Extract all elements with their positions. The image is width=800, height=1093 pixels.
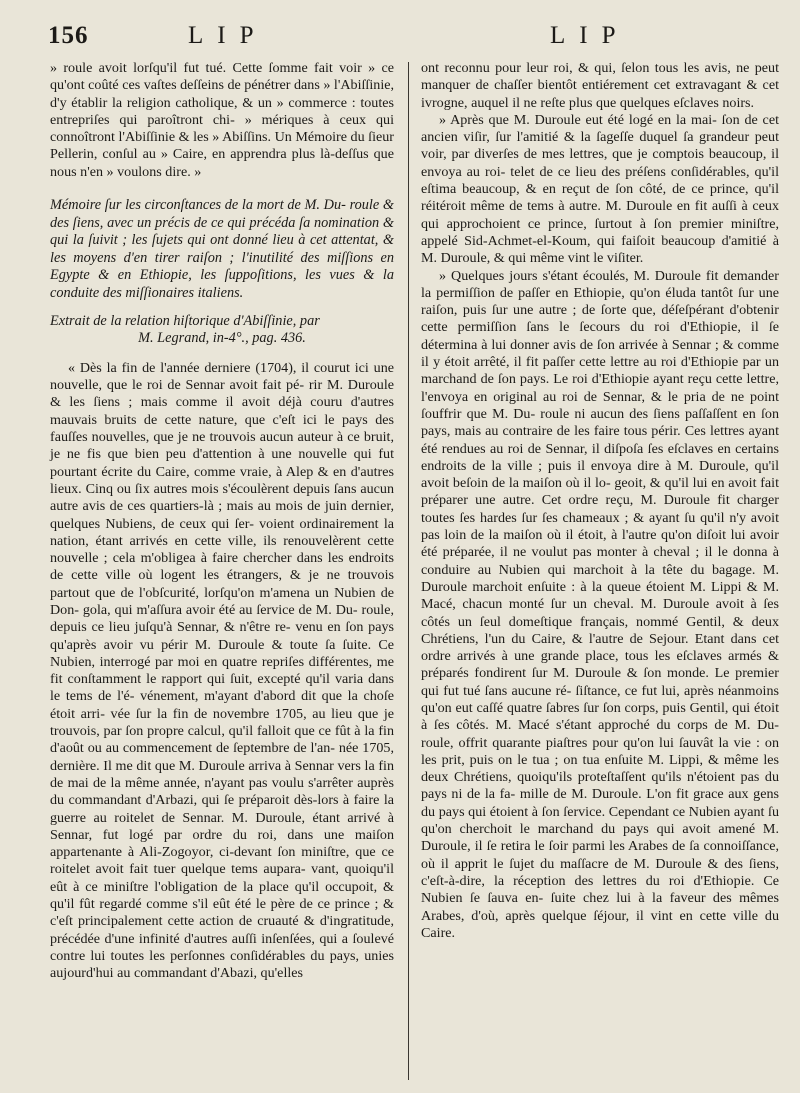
running-head-left: LIP [188, 22, 268, 49]
right-paragraph-1: ont reconnu pour leur roi, & qui, ſelon tous les avis, ne peut manquer de chaſſer bientôt entiérement cet extravagant & cet ivrogne, auquel il ne reſte plus que quelques eſclaves noirs. [421, 60, 779, 111]
right-column [421, 60, 779, 942]
page-header [48, 22, 770, 56]
left-column [50, 60, 394, 983]
running-head-right: LIP [550, 22, 630, 49]
page-number: 156 [48, 22, 89, 49]
extrait-heading-line2: M. Legrand, in-4°., pag. 436. [138, 330, 306, 347]
memoire-heading: Mémoire ſur les circonſtances de la mort de M. Du- roule & des ſiens, avec un précis de ce qui précéda ſa nomination & qui la ſuivit ; les ſujets qui ont donné lieu à cet attentat, & les moyens d'en tirer raiſon ; l'inutilité des miſſions en Egypte & en Ethiopie, les ſuppoſitions, les vues & la conduite des miſſionaires italiens. [50, 197, 394, 302]
column-divider [408, 62, 409, 1080]
body-paragraph: « Dès la fin de l'année derniere (1704), il courut ici une nouvelle, que le roi de Sennar avoit fait pé- rir M. Duroule & les ſiens ; mais comme il avoit déjà couru d'autres mauvais bruits de cette nature, que c'eſt ici le pays des fauſſes nouvelles, que je ne trouvois aucun auteur à ce bruit, je ne fis que bien peu d'attention à une nouvelle qui fut pourtant écrite du Caire, comme vraie, à Alep & en d'autres lieux. Cinq ou ſix autres mois s'écoulèrent depuis ſans aucun autre avis de ces quartiers-là ; mais au mois de juin dernier, quelques Nubiens, de ceux qui ſer- voient ordinairement la nation, étant arrivés en cette ville, ils renouvelèrent cette nouvelle ; cela m'obligea à faire chercher dans les endroits de cette ville où logent les étrangers, & je ne trouvois partout que de l'obſcurité, lorſqu'on m'amena un Nubien de Don- gola, qui m'aſſura avoir été au ſervice de M. Du- roule, depuis ce lieu juſqu'à Sennar, & n'être re- venu en ſon pays qu'après avoir vu périr M. Duroule & toute ſa ſuite. Ce Nubien, interrogé par moi en quatre repriſes différentes, me fit conſtamment le rapport qui ſuit, excepté qu'il varia dans le tems de l'é- vénement, m'ayant d'abord dit que la choſe étoit arri- vée ſur la fin de novembre 1705, au lieu que je trouvois, par ſon propre calcul, qu'il falloit que ce fût à la fin d'août ou au commencement de ſeptembre de l'an- née 1705, dernière. Il me dit que M. Duroule arriva à Sennar vers la fin de mai de la même année, n'ayant pas voulu s'arrêter auprès du commandant d'Arbazi, qui ſe préparoit dès-lors à faire la guerre au roitelet de Sennar. M. Duroule, étant arrivé à Sennar, fut logé par ordre du roi, dans une maiſon appartenante à Ali-Zogoyor, ci-devant ſon miniſtre, que ce roitelet avoit fait tuer quelque tems aupara- vant, quoiqu'il eût à ce miniſtre l'obligation de la place qu'il occupoit, & qu'il fût regardé comme s'il eût été le père de ce prince ; & c'eſt principalement cette action de cruauté & d'ingratitude, précédée d'une infinité d'autres auſſi inſenſées, qui a ſoulevé contre lui toutes les perſonnes conſidérables du pays, unies aujourd'hui au commandant d'Abazi, qu'elles [50, 359, 394, 982]
quote-paragraph: » roule avoit lorſqu'il fut tué. Cette ſomme fait voir » ce qu'ont coûté ces vaſtes deſſeins de pénétrer dans » l'Abiſſinie, d'y établir la religion catholique, & un » commerce : toutes entrepriſes qui paroîtront chi- » mériques à ceux qui connoîtront l'Abiſſinie & les » Abiſſins. Un Mémoire du ſieur Pellerin, conſul au » Caire, en apprendra plus là-deſſus que nous n'en » voulons dire. » [50, 60, 395, 180]
extrait-heading [50, 313, 394, 348]
extrait-heading-line1: Extrait de la relation hiſtorique d'Abiſſinie, par [50, 312, 320, 329]
right-paragraph-2: » Après que M. Duroule eut été logé en la mai- ſon de cet ancien viſir, ſur l'amitié & la ſageſſe duquel ſa grandeur peut voir, par diverſes de mes lettres, que je comptois beaucoup, il envoya au roi- telet de ce lieu des préſens conſidérables, qu'il eſtima beaucoup, & en reçut de ſon côté, de ce prince, qu'il réitéroit même de tems à autre. M. Duroule en fit auſſi à ceux qui approchoient ce prince, ſurtout à ſon premier miniſtre, appelé Sid-Achmet-el-Koum, qui faiſoit beaucoup d'amitié à M. Duroule, & qui même vint le viſiter. [421, 111, 779, 267]
right-paragraph-3: » Quelques jours s'étant écoulés, M. Duroule fit demander la permiſſion de paſſer en Ethiopie, qu'on éluda tantôt ſur une raiſon, puis ſur une autre ; de ſorte que, déſeſpérant d'obtenir cette permiſſion ſans le ſecours du roi d'Ethiopie, il ſe détermina à lui donner avis de ſon arrivée à Sennar ; & comme il y étoit arrêté, il fit paſſer cette lettre au roi d'Ethiopie par un marchand de ſon pays. Le roi d'Ethiopie ayant reçu cette lettre, l'envoya en original au roi de Sennar, & le pria de ne point ſouffrir que M. Du- roule ni aucun des ſiens paſſaſſent en ſon pays, mais au contraire de les faire tous périr. Ces lettres ayant été rendues au roi de Sennar, il diſpoſa ſes eſclaves en certains endroits de la ville ; puis il envoya dire à M. Duroule, qu'il avoit beſoin de la maiſon où il lo- geoit, & qu'il lui en avoit fait préparer une autre. Cet ordre reçu, M. Duroule fit charger toutes ſes hardes ſur ſes chameaux ; & ayant ſu qu'il n'y avoit pas loin de la maiſon où il étoit, à l'autre qu'on diſoit lui avoir été préparée, il ne voulut pas monter à cheval ; il le donna à conduire au Nubien qui marchoit à la tête du bagage. M. Duroule marchoit enſuite : à la queue étoient M. Lippi & M. Macé, chacun monté ſur un cheval. M. Duroule avoit à ſes côtés un ſeul domeſtique français, nommé Gentil, & deux Chrétiens, l'un du Caire, & l'autre de Sejour. Etant dans cet ordre arrivés à une grande place, tous les eſclaves armés & préparés fondirent ſur M. Duroule & ſon monde. Le premier qui fut tué ſans aucune ré- ſiſtance, ce fut lui, après néanmoins qu'on eut caſſé quatre ſabres ſur ſon corps, puis Gentil, qui étoit à ſes côtés. M. Macé s'étant approché du corps de M. Du- roule, offrit quarante piaſtres pour qu'on lui ſauvât la vie : on les prit, puis on le tua ; on tua enſuite M. Lippi, & même les deux Chrétiens, quoiqu'ils proteſtaſſent qu'ils n'étoient pas du pays ni de la fa- mille de M. Duroule. L'on fit grace aux gens du pays qui étoient à ſon ſervice. Cependant ce Nubien ayant ſu qu'on cherchoit le marchand du pays qui avoit amené M. Duroule, il ſe retira le ſoir parmi les Arabes de ſa connoiſſance, où il apprit le ſujet du maſſacre de M. Duroule & des ſiens, c'eſt-à-dire, la réception des lettres du roi d'Ethiopie. Ce Nubien ſe ſauva en- ſuite chez lui à la faveur des mêmes Arabes, d'où, après quelque ſéjour, il vint en cette ville du Caire. [421, 267, 779, 941]
